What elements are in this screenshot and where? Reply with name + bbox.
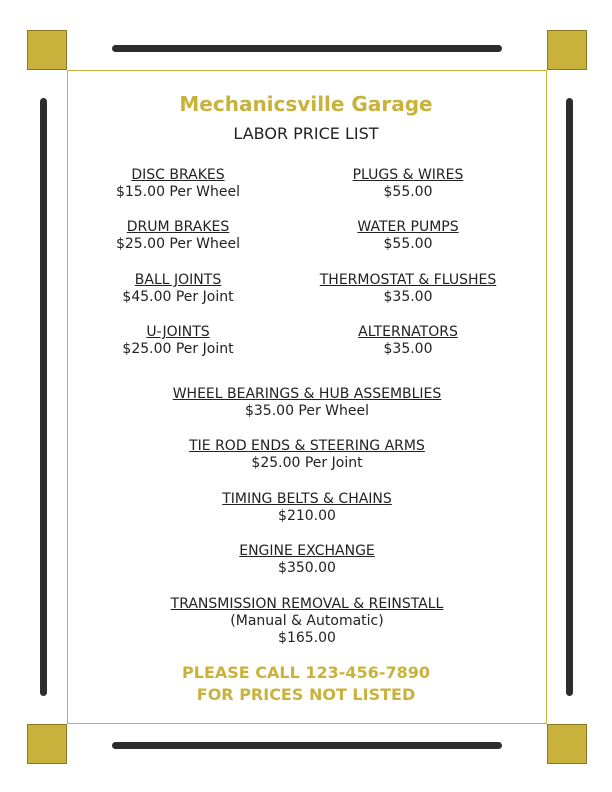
item-price: $350.00 (278, 560, 336, 576)
item-price: $165.00 (278, 630, 336, 646)
price-item-timing-belts (90, 491, 524, 525)
item-price: $35.00 (383, 341, 433, 357)
item-name: TIE ROD ENDS & STEERING ARMS (189, 438, 425, 454)
item-price: $25.00 Per Joint (122, 341, 234, 357)
footer-line-1: PLEASE CALL 123-456-7890 (182, 663, 430, 682)
price-item-drum-brakes (78, 219, 278, 253)
price-item-engine-exchange (90, 543, 524, 577)
item-name: DISC BRAKES (131, 167, 225, 183)
item-name: WATER PUMPS (357, 219, 459, 235)
price-item-water-pumps (298, 219, 518, 253)
item-price: $25.00 Per Joint (251, 455, 363, 471)
bottom-bar (112, 742, 502, 749)
item-price: $15.00 Per Wheel (115, 184, 241, 200)
price-item-ball-joints (78, 272, 278, 306)
item-name: TRANSMISSION REMOVAL & REINSTALL (170, 596, 444, 612)
item-price: $25.00 Per Wheel (115, 236, 241, 252)
footer-line-2: FOR PRICES NOT LISTED (196, 685, 416, 704)
item-price: $55.00 (383, 236, 433, 252)
item-name: BALL JOINTS (134, 272, 222, 288)
price-item-alternators (298, 324, 518, 358)
item-price: $55.00 (383, 184, 433, 200)
right-bar (566, 98, 573, 696)
item-price: $210.00 (278, 508, 336, 524)
item-name: WHEEL BEARINGS & HUB ASSEMBLIES (172, 386, 442, 402)
item-price: $35.00 (383, 289, 433, 305)
item-note: (Manual & Automatic) (230, 613, 384, 629)
price-item-tie-rod-ends (90, 438, 524, 472)
corner-square-bottom-right (547, 724, 587, 764)
item-name: U-JOINTS (146, 324, 210, 340)
price-item-thermostat-flushes (298, 272, 518, 306)
left-bar (40, 98, 47, 696)
item-name: DRUM BRAKES (126, 219, 230, 235)
price-item-u-joints (78, 324, 278, 358)
item-name: PLUGS & WIRES (352, 167, 464, 183)
page-subtitle: LABOR PRICE LIST (233, 124, 379, 143)
price-item-disc-brakes (78, 167, 278, 201)
price-item-plugs-wires (298, 167, 518, 201)
price-item-wheel-bearings (90, 386, 524, 420)
price-item-transmission (90, 596, 524, 647)
footer-note (0, 662, 612, 706)
page-title: Mechanicsville Garage (179, 92, 433, 116)
top-bar (112, 45, 502, 52)
corner-square-top-left (27, 30, 67, 70)
item-price: $35.00 Per Wheel (244, 403, 370, 419)
corner-square-bottom-left (27, 724, 67, 764)
item-price: $45.00 Per Joint (122, 289, 234, 305)
item-name: ENGINE EXCHANGE (239, 543, 375, 559)
item-name: THERMOSTAT & FLUSHES (319, 272, 497, 288)
corner-square-top-right (547, 30, 587, 70)
item-name: TIMING BELTS & CHAINS (222, 491, 392, 507)
item-name: ALTERNATORS (358, 324, 458, 340)
